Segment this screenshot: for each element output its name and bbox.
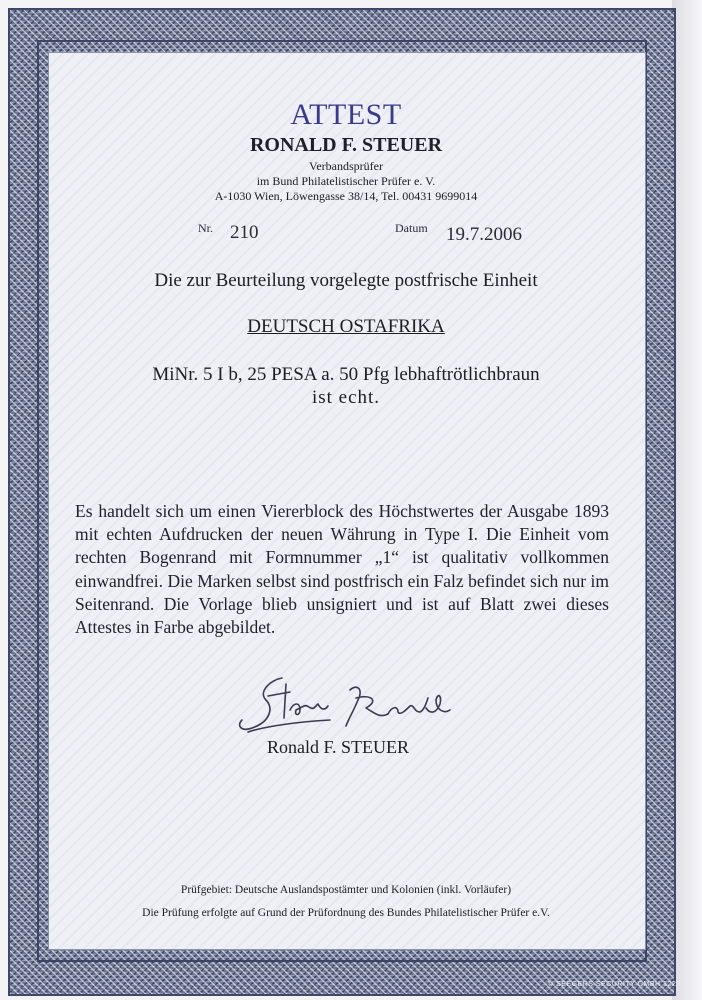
examiner-address: A-1030 Wien, Löwengasse 38/14, Tel. 00431 9699014 bbox=[214, 189, 478, 203]
signer-name: Ronald F. STEUER bbox=[266, 737, 410, 757]
number-label: Nr. bbox=[198, 221, 213, 235]
examiner-role: Verbandsprüfer bbox=[309, 159, 383, 173]
sheet-edge bbox=[672, 0, 702, 1000]
printer-copyright: © SEEGERS SECURITY GMBH 1222 bbox=[548, 981, 681, 988]
certificate-number: 210 bbox=[230, 222, 259, 243]
intro-line: Die zur Beurteilung vorgelegte postfrische Einheit bbox=[154, 270, 538, 291]
certificate-title: ATTEST bbox=[290, 98, 402, 131]
date-label: Datum bbox=[395, 221, 428, 235]
detailed-description: Es handelt sich um einen Viererblock des Höchstwertes der Ausgabe 1893 mit echten Aufdrucken der neuen Währung in Type I. Die Einheit vom rechten Bogenrand mit Formnummer „1“ ist qualitativ vollkommen einwandfrei. Die Marken selbst sind postfrisch ein Falz befindet sich nur im Seitenrand. Die Vorlage blieb unsigniert und ist auf Blatt zwei dieses Attestes in Farbe abgebildet. bbox=[75, 501, 609, 638]
verdict: ist echt. bbox=[311, 387, 381, 408]
examiner-name: RONALD F. STEUER bbox=[249, 134, 443, 156]
certificate-date: 19.7.2006 bbox=[446, 224, 522, 245]
country-heading: DEUTSCH OSTAFRIKA bbox=[247, 316, 445, 337]
examination-basis: Die Prüfung erfolgte auf Grund der Prüfordnung des Bundes Philatelistischer Prüfer e.V. bbox=[142, 907, 550, 919]
examiner-association: im Bund Philatelistischer Prüfer e. V. bbox=[256, 174, 436, 188]
stamp-description: MiNr. 5 I b, 25 PESA a. 50 Pfg lebhaftrötlichbraun bbox=[152, 364, 540, 385]
examination-scope: Prüfgebiet: Deutsche Auslandspostämter und Kolonien (inkl. Vorläufer) bbox=[180, 884, 512, 896]
